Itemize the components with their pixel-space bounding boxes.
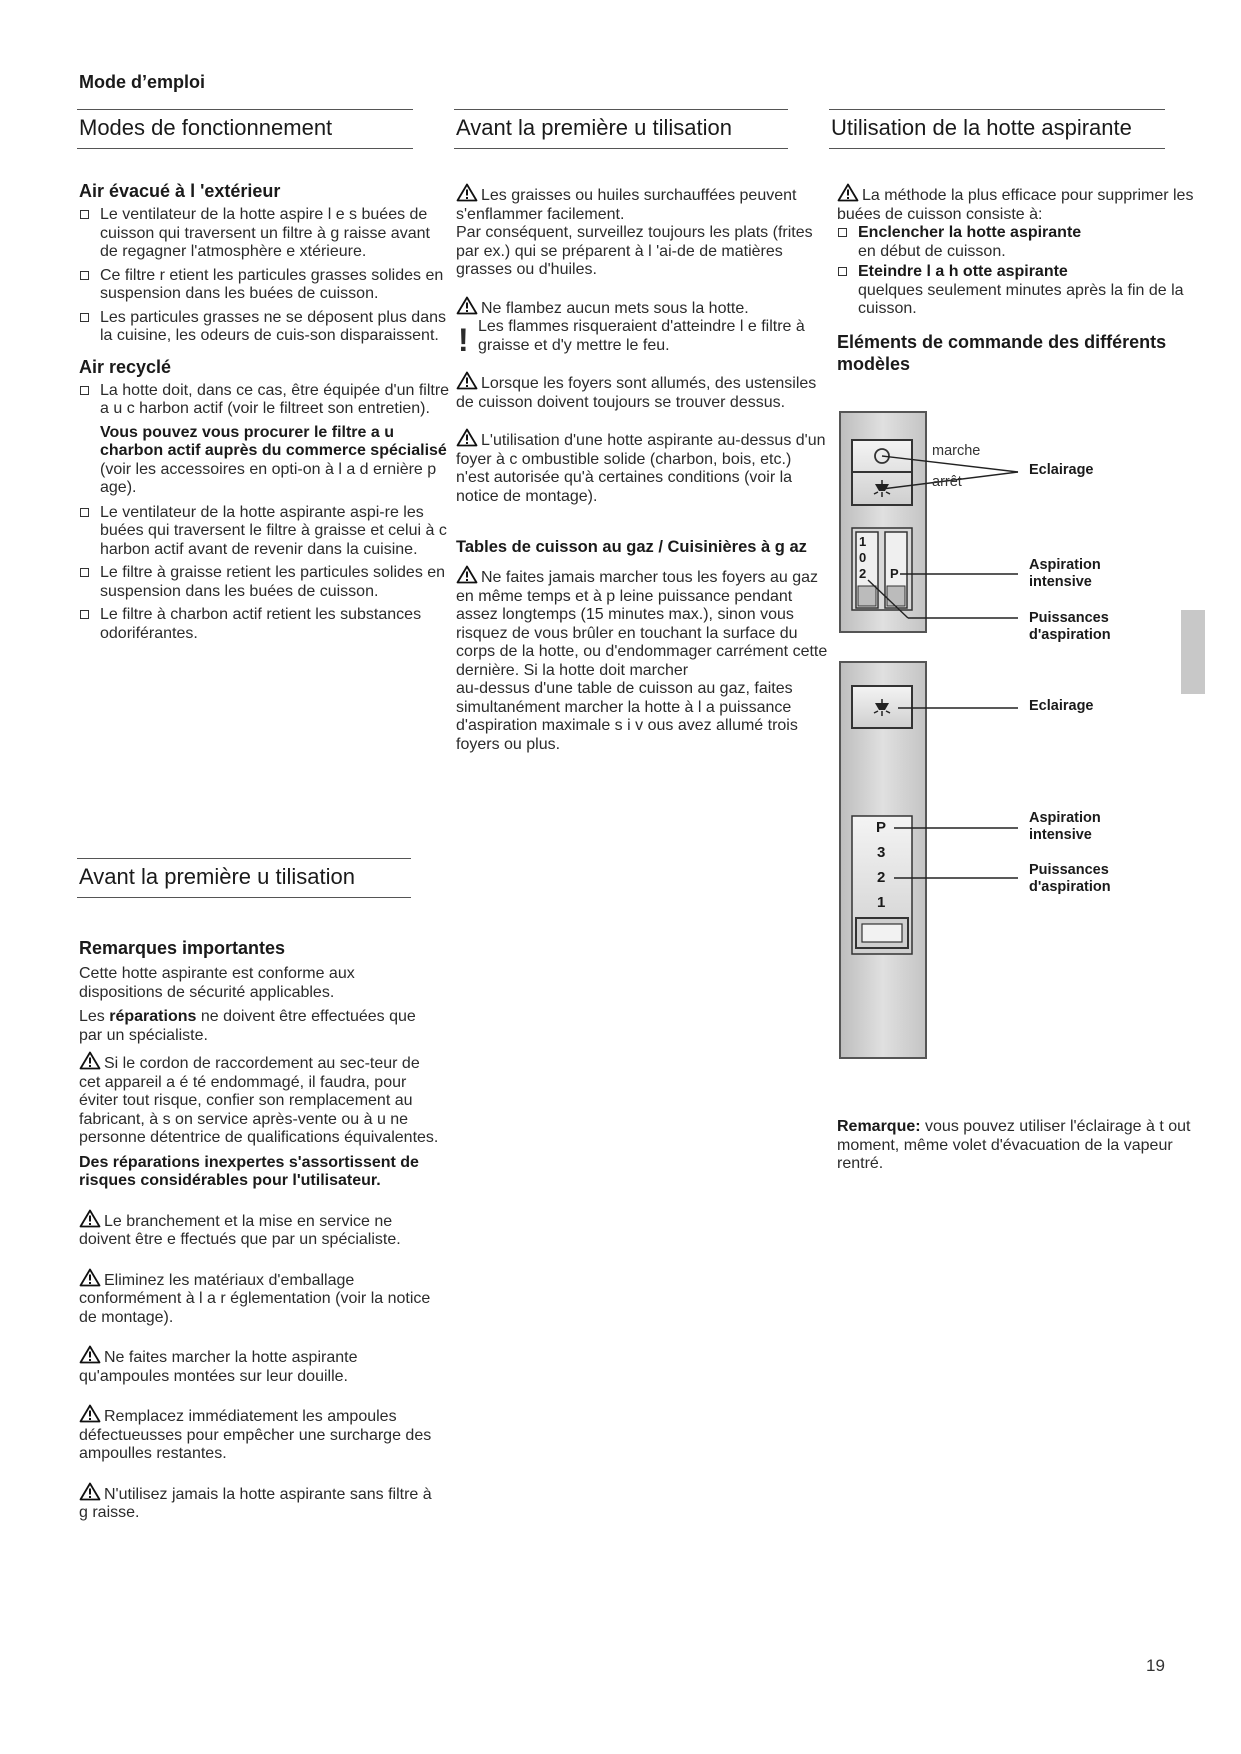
list-item: Le ventilateur de la hotte aspirante aspi-re les buées qui traversent le filtre à graisse et celui à c harbon actif avant de revenir dans la cuisine. bbox=[79, 504, 451, 560]
remarque-note: Remarque: vous pouvez utiliser l'éclairage à t out moment, même volet d'évacuation de la vapeur rentré. bbox=[837, 1118, 1191, 1172]
page-tab-marker bbox=[1181, 610, 1205, 694]
arret-label: arrêt bbox=[932, 474, 962, 490]
warning-icon bbox=[456, 371, 478, 390]
warning-item: Ne flambez aucun mets sous la hotte. bbox=[456, 296, 828, 319]
page-number: 19 bbox=[1146, 1656, 1165, 1675]
list-item: Les particules grasses ne se déposent plus dans la cuisine, les odeurs de cuis-son disparaissent. bbox=[79, 309, 451, 346]
switch-label-p: P bbox=[890, 566, 899, 581]
repairs-text: Les réparations ne doivent être effectuées que par un spécialiste. bbox=[79, 1008, 416, 1044]
warning-item: Les graisses ou huiles surchauffées peuvent s'enflammer facilement. bbox=[456, 183, 828, 224]
warning-item: Ne faites marcher la hotte aspirante qu'ampoules montées sur leur douille. bbox=[79, 1345, 441, 1386]
charcoal-filter-note: Vous pouvez vous procurer le filtre a u charbon actif auprès du commerce spécialisé (voir les accessoires en opti-on à l a d ernière p age). bbox=[100, 423, 447, 496]
switch-label-2: 2 bbox=[859, 566, 867, 581]
conformity-text: Cette hotte aspirante est conforme aux dispositions de sécurité applicables. bbox=[79, 965, 355, 1001]
aspiration-intensive-label-1: Aspiration intensive bbox=[1029, 557, 1101, 590]
column-1-remarques bbox=[79, 937, 441, 1529]
eclairage-label-1: Eclairage bbox=[1029, 462, 1094, 478]
section-title-avant-1: Avant la première u tilisation bbox=[454, 109, 788, 149]
list-item: Le filtre à charbon actif retient les substances odoriférantes. bbox=[79, 606, 451, 643]
air-evacue-heading: Air évacué à l 'extérieur bbox=[79, 181, 281, 201]
column-2-avant bbox=[456, 183, 828, 760]
warning-item: Eliminez les matériaux d'emballage conformément à l a r églementation (voir la notice de montage). bbox=[79, 1268, 441, 1328]
switch-label-1: 1 bbox=[859, 534, 867, 549]
warning-item: La méthode la plus efficace pour supprimer les buées de cuisson consiste à: bbox=[837, 183, 1205, 224]
level-1-label: 1 bbox=[877, 894, 886, 911]
warning-icon bbox=[79, 1209, 101, 1228]
warning-icon bbox=[79, 1404, 101, 1423]
list-item: Ce filtre r etient les particules grasses solides en suspension dans les buées de cuisson. bbox=[79, 267, 451, 304]
gaz-heading: Tables de cuisson au gaz / Cuisinières à g az bbox=[456, 538, 807, 556]
warning-item: Ne faites jamais marcher tous les foyers au gaz en même temps et à p leine puissance pendant assez longtemps (15 minutes max.), sinon vous risquez de vous brûler en touchant la surface du corps de la hotte, ou d'endommager carrément cette dernière. Si la hotte doit marcher bbox=[456, 565, 828, 680]
puissances-label-2: Puissances d'aspiration bbox=[1029, 862, 1111, 895]
warning-icon bbox=[79, 1345, 101, 1364]
column-1-modes bbox=[79, 180, 451, 648]
marche-label: marche bbox=[932, 443, 981, 459]
control-panel-diagram bbox=[838, 410, 1222, 1070]
list-item: La hotte doit, dans ce cas, être équipée d'un filtre a u c harbon actif (voir le filtreet son entretien). bbox=[79, 382, 451, 419]
warning-item: Lorsque les foyers sont allumés, des ustensiles de cuisson doivent toujours se trouver dessus. bbox=[456, 371, 828, 412]
list-item: Eteindre l a h otte aspirante quelques seulement minutes après la fin de la cuisson. bbox=[837, 263, 1205, 319]
gaz-text: au-dessus d'une table de cuisson au gaz, faites simultanément marcher la hotte à l a puissance d'aspiration maximale s i v ous avez allumé trois foyers ou plus. bbox=[456, 680, 798, 753]
list-item: Enclencher la hotte aspirante en début de cuisson. bbox=[837, 224, 1205, 261]
elements-heading: Eléments de commande des différents modèles bbox=[837, 331, 1167, 374]
level-p-label: P bbox=[876, 819, 887, 836]
section-title-utilisation: Utilisation de la hotte aspirante bbox=[829, 109, 1165, 149]
level-3-label: 3 bbox=[877, 844, 886, 861]
warning-icon bbox=[456, 428, 478, 447]
warning-item: Remplacez immédiatement les ampoules défectueusses pour empêcher une surcharge des ampoulles restantes. bbox=[79, 1404, 441, 1464]
section-title-avant-2: Avant la première u tilisation bbox=[77, 858, 411, 898]
warning-icon bbox=[79, 1268, 101, 1287]
exclamation-icon: ! bbox=[458, 322, 469, 358]
fryer-text: Par conséquent, surveillez toujours les plats (frites par ex.) qui se préparent à l 'ai-de de matières grasses ou d'huiles. bbox=[456, 224, 813, 278]
air-recycle-heading: Air recyclé bbox=[79, 356, 172, 377]
warning-icon bbox=[456, 296, 478, 315]
flame-warning: ! Les flammes risqueraient d'atteindre l e filtre à graisse et d'y mettre le feu. bbox=[458, 318, 805, 358]
list-item: Le filtre à graisse retient les particules solides en suspension dans les buées de cuisson. bbox=[79, 564, 451, 601]
warning-item: Le branchement et la mise en service ne doivent être e ffectués que par un spécialiste. bbox=[79, 1209, 441, 1250]
warning-icon bbox=[79, 1051, 101, 1070]
section-title-modes: Modes de fonctionnement bbox=[77, 109, 413, 149]
warning-item: L'utilisation d'une hotte aspirante au-dessus d'un foyer à c ombustible solide (charbon, bois, etc.) n'est autorisée qu'à certaines conditions (voir la notice de montage). bbox=[456, 428, 828, 506]
remarques-heading: Remarques importantes bbox=[79, 938, 286, 958]
warning-icon bbox=[79, 1482, 101, 1501]
warning-icon bbox=[456, 565, 478, 584]
aspiration-intensive-label-2: Aspiration intensive bbox=[1029, 810, 1101, 843]
risks-bold-text: Des réparations inexpertes s'assortissent de risques considérables pour l'utilisateur. bbox=[79, 1153, 419, 1189]
eclairage-label-2: Eclairage bbox=[1029, 698, 1094, 714]
warning-icon bbox=[837, 183, 859, 202]
column-3-utilisation bbox=[837, 183, 1205, 379]
warning-icon bbox=[456, 183, 478, 202]
switch-label-0: 0 bbox=[859, 550, 867, 565]
puissances-label-1: Puissances d'aspiration bbox=[1029, 610, 1111, 643]
document-header: Mode d’emploi bbox=[79, 72, 205, 92]
cord-warning: Si le cordon de raccordement au sec-teur de cet appareil a é té endommagé, il faudra, pour éviter tout risque, confier son remplacement au fabricant, à s on service après-vente ou à u ne personne détentrice de qualifications équivalentes. bbox=[79, 1051, 441, 1148]
level-2-label: 2 bbox=[877, 869, 886, 886]
list-item: Le ventilateur de la hotte aspire l e s buées de cuisson qui traversent un filtre à g raisse avant de regagner l'atmosphère e xtérieure. bbox=[79, 206, 451, 262]
warning-item: N'utilisez jamais la hotte aspirante sans filtre à g raisse. bbox=[79, 1482, 441, 1523]
control-panel-illustration bbox=[838, 410, 1222, 1070]
